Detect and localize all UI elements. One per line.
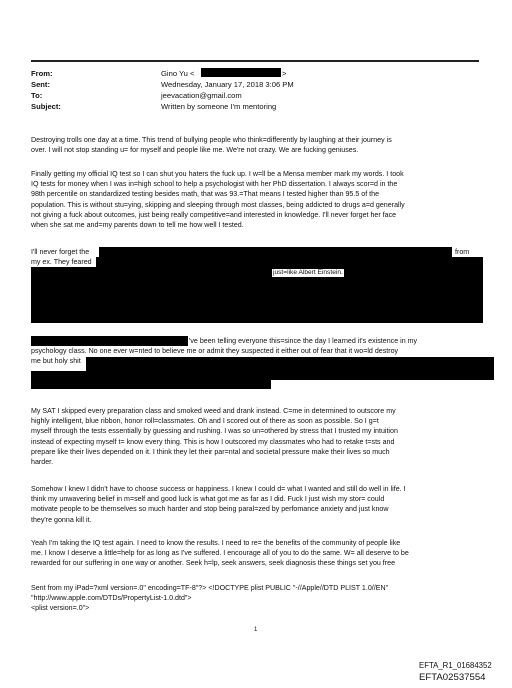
paragraph-5-line: My SAT I skipped every preparation class and smoked weed and drank instead. C=me in determined to outscore my (31, 407, 396, 415)
bates-number-small: EFTA_R1_01684352 (419, 661, 492, 670)
from-close-bracket (282, 69, 286, 78)
paragraph-6-line: think my unwavering belief in m=self and good luck is what got me as far as I did. Fuck I just wish my stor= could (31, 495, 385, 504)
paragraph-2-line: population. This is without stu=ying, skipping and sleeping through most classes, being addicted to drugs a=d generally (31, 200, 405, 209)
paragraph-6-line: they're gonna kill it. (31, 515, 92, 524)
sent-label: Sent: (31, 80, 50, 89)
from-name: Gino Yu < (161, 69, 195, 78)
paragraph-8-line: <plist version=.0"> (31, 604, 90, 613)
paragraph-1-line: Destroying trolls one day at a time. This trend of bullying people who think=differently by laughing at their journey is (31, 136, 392, 144)
paragraph-4-line: me but holy shit (31, 357, 81, 366)
paragraph-7 (31, 538, 483, 569)
redaction-block (96, 257, 483, 267)
redaction-block (31, 336, 188, 346)
paragraph-5-line: instead of expecting myself t= know every thing. This is how I outscored my classmates who had to retake t=sts and (31, 437, 395, 446)
paragraph-3-line-end (455, 247, 485, 257)
sent-value: Wednesday, January 17, 2018 3:06 PM (161, 80, 294, 89)
paragraph-3-line-2: my ex. They feared (31, 258, 92, 267)
paragraph-2 (31, 169, 483, 230)
paragraph-4-line-1-text: 've been telling everyone this=since the day I learned it's existence in my (189, 337, 418, 345)
from-label: From: (31, 69, 53, 78)
paragraph-8 (31, 583, 483, 614)
paragraph-2-line: IQ tests for money when I was in=high school to help a psychologist with her PhD dissertation. I always scor=d in the (31, 180, 398, 189)
paragraph-2-line: 98th percentile on standardized testing besides math, that was 93.=That means I tested higher than 95.5 of the (31, 190, 380, 199)
from-close-text: > (282, 69, 287, 78)
from-email-redaction (201, 68, 281, 77)
header-rule (31, 60, 479, 62)
redaction-block (31, 267, 483, 323)
redaction-block (31, 371, 271, 389)
paragraph-2-line: not giving a fuck about outcomes, just being really competitive=and interested in knowledge. I'll never forget her face (31, 210, 397, 219)
paragraph-7-line: Yeah I'm taking the IQ test again. I need to know the results. I need to re= the benefits of the community of people like (31, 539, 401, 547)
paragraph-3-from-text: from (455, 248, 470, 256)
paragraph-5-line: harder. (31, 457, 54, 466)
einstein-caption: just=like Albert Einstein. (273, 269, 343, 276)
subject-label: Subject: (31, 102, 61, 111)
paragraph-3-line-start: I'll never forget the (31, 248, 90, 256)
paragraph-4-line-1 (189, 336, 483, 346)
paragraph-2-line: when she sat me and=my parents down to tell me how well I tested. (31, 220, 244, 229)
paragraph-8-line: Sent from my iPad=?xml version=.0" encoding=TF-8"?> <!DOCTYPE plist PUBLIC "-//Apple//DTD PLIST 1.0//EN" (31, 584, 389, 592)
paragraph-7-line: rewarded for our suffering in one way or another. Seek h=lp, seek answers, seek diagnosis these things set you free (31, 559, 396, 568)
paragraph-2-line: Finally getting my official IQ test so I can shut you haters the fuck up. I w=ll be a Mensa member mark my words. I took (31, 170, 404, 178)
paragraph-5-line: prepare like their lives depended on it. I think they let their par=ntal and societal pressure make their lives so much (31, 447, 390, 456)
paragraph-6-line: motivate people to be themselves so much harder and stop being paral=zed by perfomance anxiety and just know (31, 505, 389, 514)
paragraph-1-line: over. I will not stop standing u= for myself and people like me. We're not crazy. We are fucking geniuses. (31, 146, 359, 155)
paragraph-1 (31, 135, 483, 155)
redaction-block (99, 247, 452, 257)
paragraph-4-line: psychology class. No one ever w=nted to believe me or admit they suspected it either out of fear that it wo=ld destroy (31, 347, 399, 355)
from-value (161, 69, 194, 78)
subject-value: Written by someone I'm mentoring (161, 102, 277, 111)
paragraph-6-line: Somehow I knew I didn't have to choose success or happiness. I knew I could d= what I wanted and still do well in life. I (31, 485, 406, 493)
page-number: 1 (254, 627, 258, 633)
paragraph-5 (31, 406, 483, 467)
paragraph-8-line: "http://www.apple.com/DTDs/PropertyList-1.0.dtd"> (31, 594, 192, 603)
paragraph-5-line: highly intelligent, blue ribbon, honor roll=classmates. Oh and I scored out of there as soon as possible. So I g=t (31, 417, 379, 426)
paragraph-7-line: me. I know I deserve a little=help for as long as I've suffered. I encourage all of you to do the same. W= all deserve to be (31, 549, 409, 558)
to-value: jeevacation@gmail.com (161, 91, 242, 100)
paragraph-5-line: myself through the tests essentially by guessing and rushing. I was so un=othered by stress that I trusted my intuition (31, 427, 398, 436)
paragraph-6 (31, 484, 483, 525)
to-label: To: (31, 91, 43, 100)
bates-number-large: EFTA02537554 (419, 672, 486, 683)
